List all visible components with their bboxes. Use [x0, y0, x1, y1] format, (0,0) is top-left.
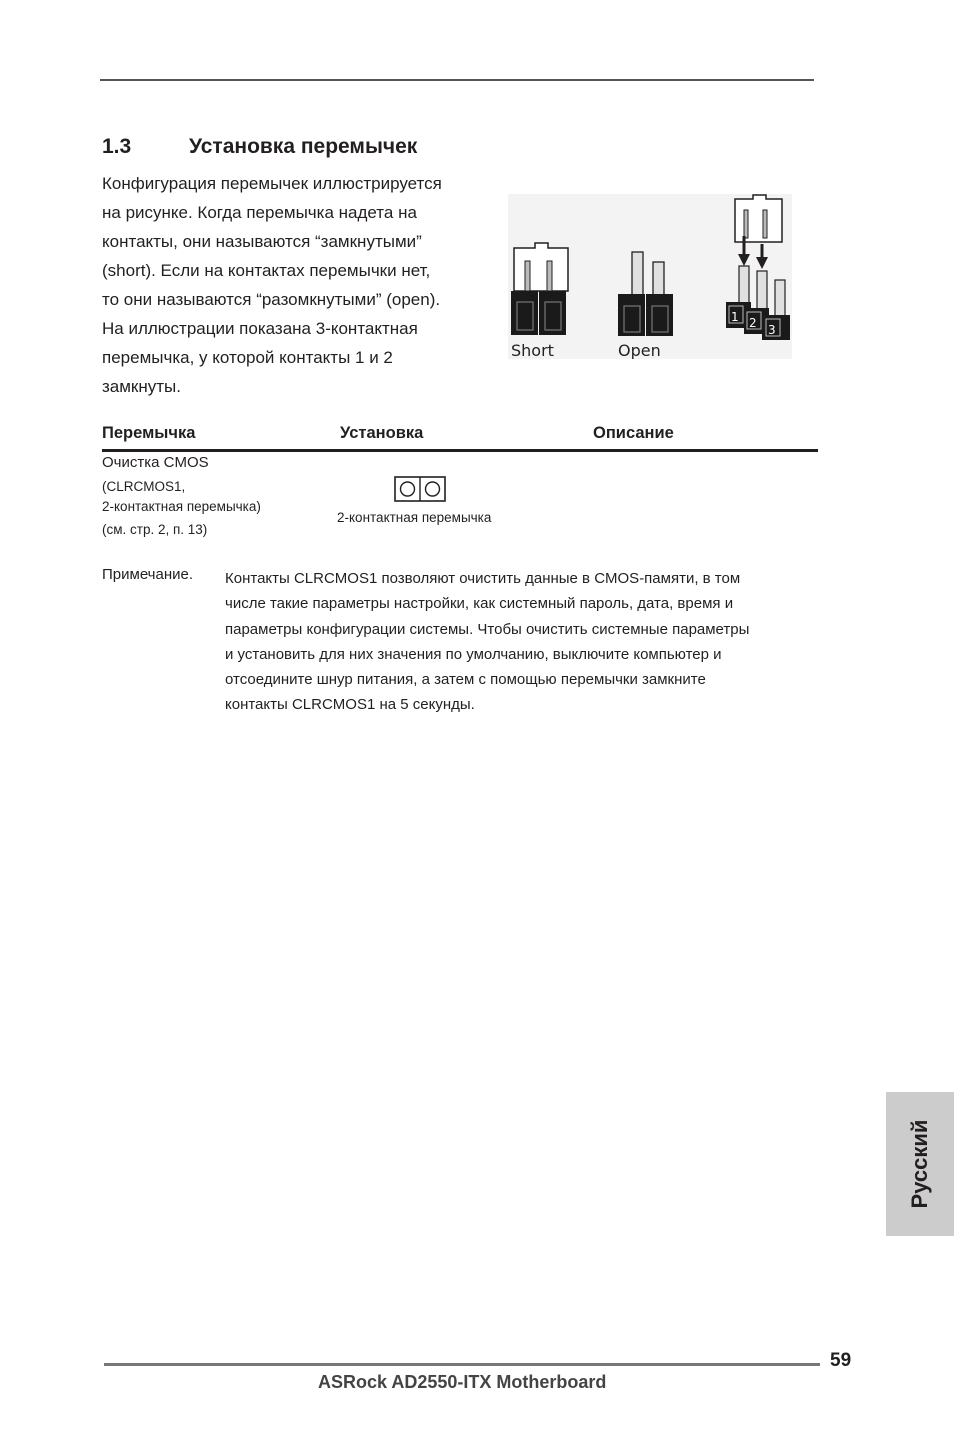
table-header-setting: Установка [340, 424, 424, 442]
row-name: (см. стр. 2, п. 13) [102, 522, 208, 537]
intro-paragraph [102, 169, 502, 401]
intro-line: Конфигурация перемычек иллюстрируется [102, 174, 442, 193]
arrow-down-icon [756, 257, 768, 269]
top-rule [100, 79, 814, 81]
language-label: Русский [907, 1119, 932, 1209]
bottom-rule [104, 1363, 820, 1366]
footer-title: ASRock AD2550-ITX Motherboard [318, 1372, 607, 1392]
table-header-jumper: Перемычка [102, 424, 196, 442]
note-line: и установить для них значения по умолчанию, выключите компьютер и [225, 645, 722, 663]
pin-label: 3 [768, 323, 776, 337]
row-name: (CLRCMOS1, [102, 479, 186, 494]
section-title: Установка перемычек [189, 135, 418, 158]
intro-line: перемычка, у которой контакты 1 и 2 [102, 348, 393, 367]
intro-line: На иллюстрации показана 3-контактная [102, 319, 418, 338]
row-name: 2-контактная перемычка) [102, 499, 261, 514]
open-label: Open [618, 341, 661, 359]
note-label: Примечание. [102, 566, 193, 583]
arrow-down-icon [738, 254, 750, 266]
note-line: параметры конфигурации системы. Чтобы очистить системные параметры [225, 620, 750, 638]
table-header-description: Описание [593, 424, 674, 442]
note-line: отсоедините шнур питания, а затем с помощью перемычки замкните [225, 671, 706, 689]
pin-label: 1 [731, 310, 739, 324]
intro-line: (short). Если на контактах перемычки нет, [102, 261, 431, 280]
intro-line: контакты, они называются “замкнутыми” [102, 232, 422, 251]
jumper-illustration [508, 194, 792, 359]
short-label: Short [511, 341, 554, 359]
row-setting: 2-контактная перемычка [337, 510, 492, 525]
open-jumper [618, 252, 673, 336]
short-jumper [511, 243, 568, 335]
note-line: числе такие параметры настройки, как системный пароль, дата, время и [225, 595, 734, 613]
row-name: Очистка CMOS [102, 454, 209, 471]
table-header-rule [102, 449, 818, 452]
note-line: контакты CLRCMOS1 на 5 секунды. [225, 696, 475, 714]
intro-line: замкнуты. [102, 377, 181, 396]
jumper-diagram [508, 194, 792, 359]
language-side-tab [886, 1092, 954, 1236]
intro-line: на рисунке. Когда перемычка надета на [102, 203, 417, 222]
section-number: 1.3 [102, 135, 132, 158]
pin-label: 2 [749, 316, 757, 330]
note-line: Контакты CLRCMOS1 позволяют очистить данные в CMOS-памяти, в том [225, 570, 741, 587]
two-pin-jumper-icon [394, 476, 446, 507]
note-body [225, 566, 825, 718]
page-number: 59 [830, 1350, 852, 1371]
intro-line: то они называются “разомкнутыми” (open). [102, 290, 441, 309]
